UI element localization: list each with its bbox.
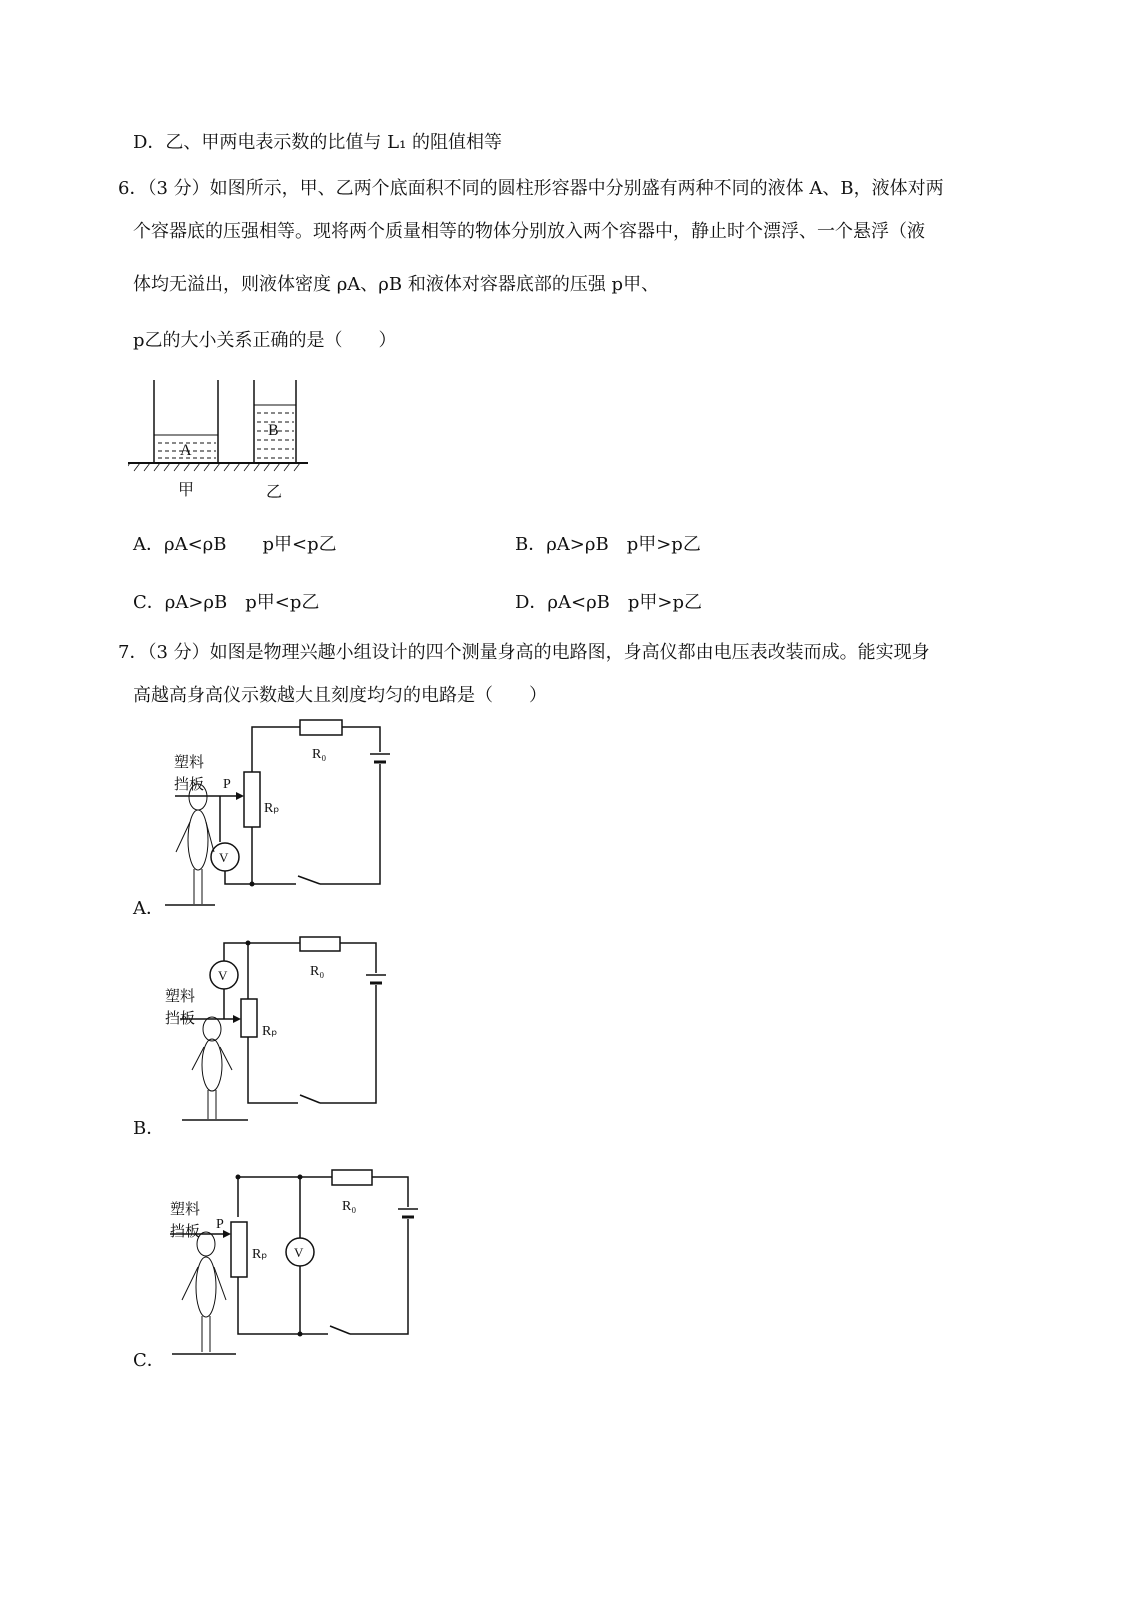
slider-p-label: P — [223, 777, 231, 792]
q5-option-d: D．乙、甲两电表示数的比值与 L₁ 的阻值相等 — [133, 132, 503, 153]
board-label: 塑料 — [165, 989, 196, 1005]
board-label: 塑料 — [174, 755, 205, 771]
container-jia-label: 甲 — [178, 482, 195, 499]
q6-option-c[interactable]: C．ρA>ρB p甲<p乙 — [133, 592, 320, 613]
board-label: 挡板 — [174, 777, 205, 793]
voltmeter-label: V — [294, 1245, 304, 1260]
circuit-b — [160, 935, 400, 1135]
board-label: 塑料 — [170, 1202, 201, 1218]
slider-p-label: P — [216, 1217, 224, 1232]
q7-text-line2: 高越高身高仪示数越大且刻度均匀的电路是（ ） — [133, 685, 547, 706]
circuit-a — [160, 712, 400, 912]
q6-text-line2: 个容器底的压强相等。现将两个质量相等的物体分别放入两个容器中，静止时个漂浮、一个悬浮（液 — [133, 221, 925, 242]
q6-option-b[interactable]: B．ρA>ρB p甲>p乙 — [515, 534, 701, 555]
r0-label: R₀ — [342, 1199, 357, 1214]
q7-text-line1: 7．（3 分）如图是物理兴趣小组设计的四个测量身高的电路图，身高仪都由电压表改装而成。能实现身 — [118, 642, 930, 663]
board-label: 挡板 — [170, 1224, 201, 1240]
q6-text-line4: p乙的大小关系正确的是（ ） — [133, 330, 397, 351]
voltmeter-label: V — [219, 850, 229, 865]
voltmeter-label: V — [218, 968, 228, 983]
q6-text-line3: 体均无溢出，则液体密度 ρA、ρB 和液体对容器底部的压强 p甲、 — [133, 274, 660, 295]
container-yi-label: 乙 — [266, 484, 283, 501]
rp-label: Rₚ — [262, 1024, 278, 1039]
rp-label: Rₚ — [252, 1247, 268, 1262]
q6-option-d[interactable]: D．ρA<ρB p甲>p乙 — [515, 592, 703, 613]
q6-option-a[interactable]: A．ρA<ρB p甲<p乙 — [133, 534, 337, 555]
q7-option-a[interactable]: A． — [133, 898, 164, 919]
q7-option-c[interactable]: C． — [133, 1350, 165, 1371]
q7-option-b[interactable]: B． — [133, 1118, 165, 1139]
q6-text-line1: 6．（3 分）如图所示，甲、乙两个底面积不同的圆柱形容器中分别盛有两种不同的液体 A、B，液体对两 — [118, 178, 944, 199]
r0-label: R₀ — [310, 964, 325, 979]
circuit-c — [160, 1162, 430, 1362]
r0-label: R₀ — [312, 747, 327, 762]
containers-figure — [128, 375, 313, 505]
liquid-b-label: B — [268, 422, 279, 439]
liquid-a-label: A — [180, 442, 192, 459]
board-label: 挡板 — [165, 1011, 196, 1027]
rp-label: Rₚ — [264, 801, 280, 816]
